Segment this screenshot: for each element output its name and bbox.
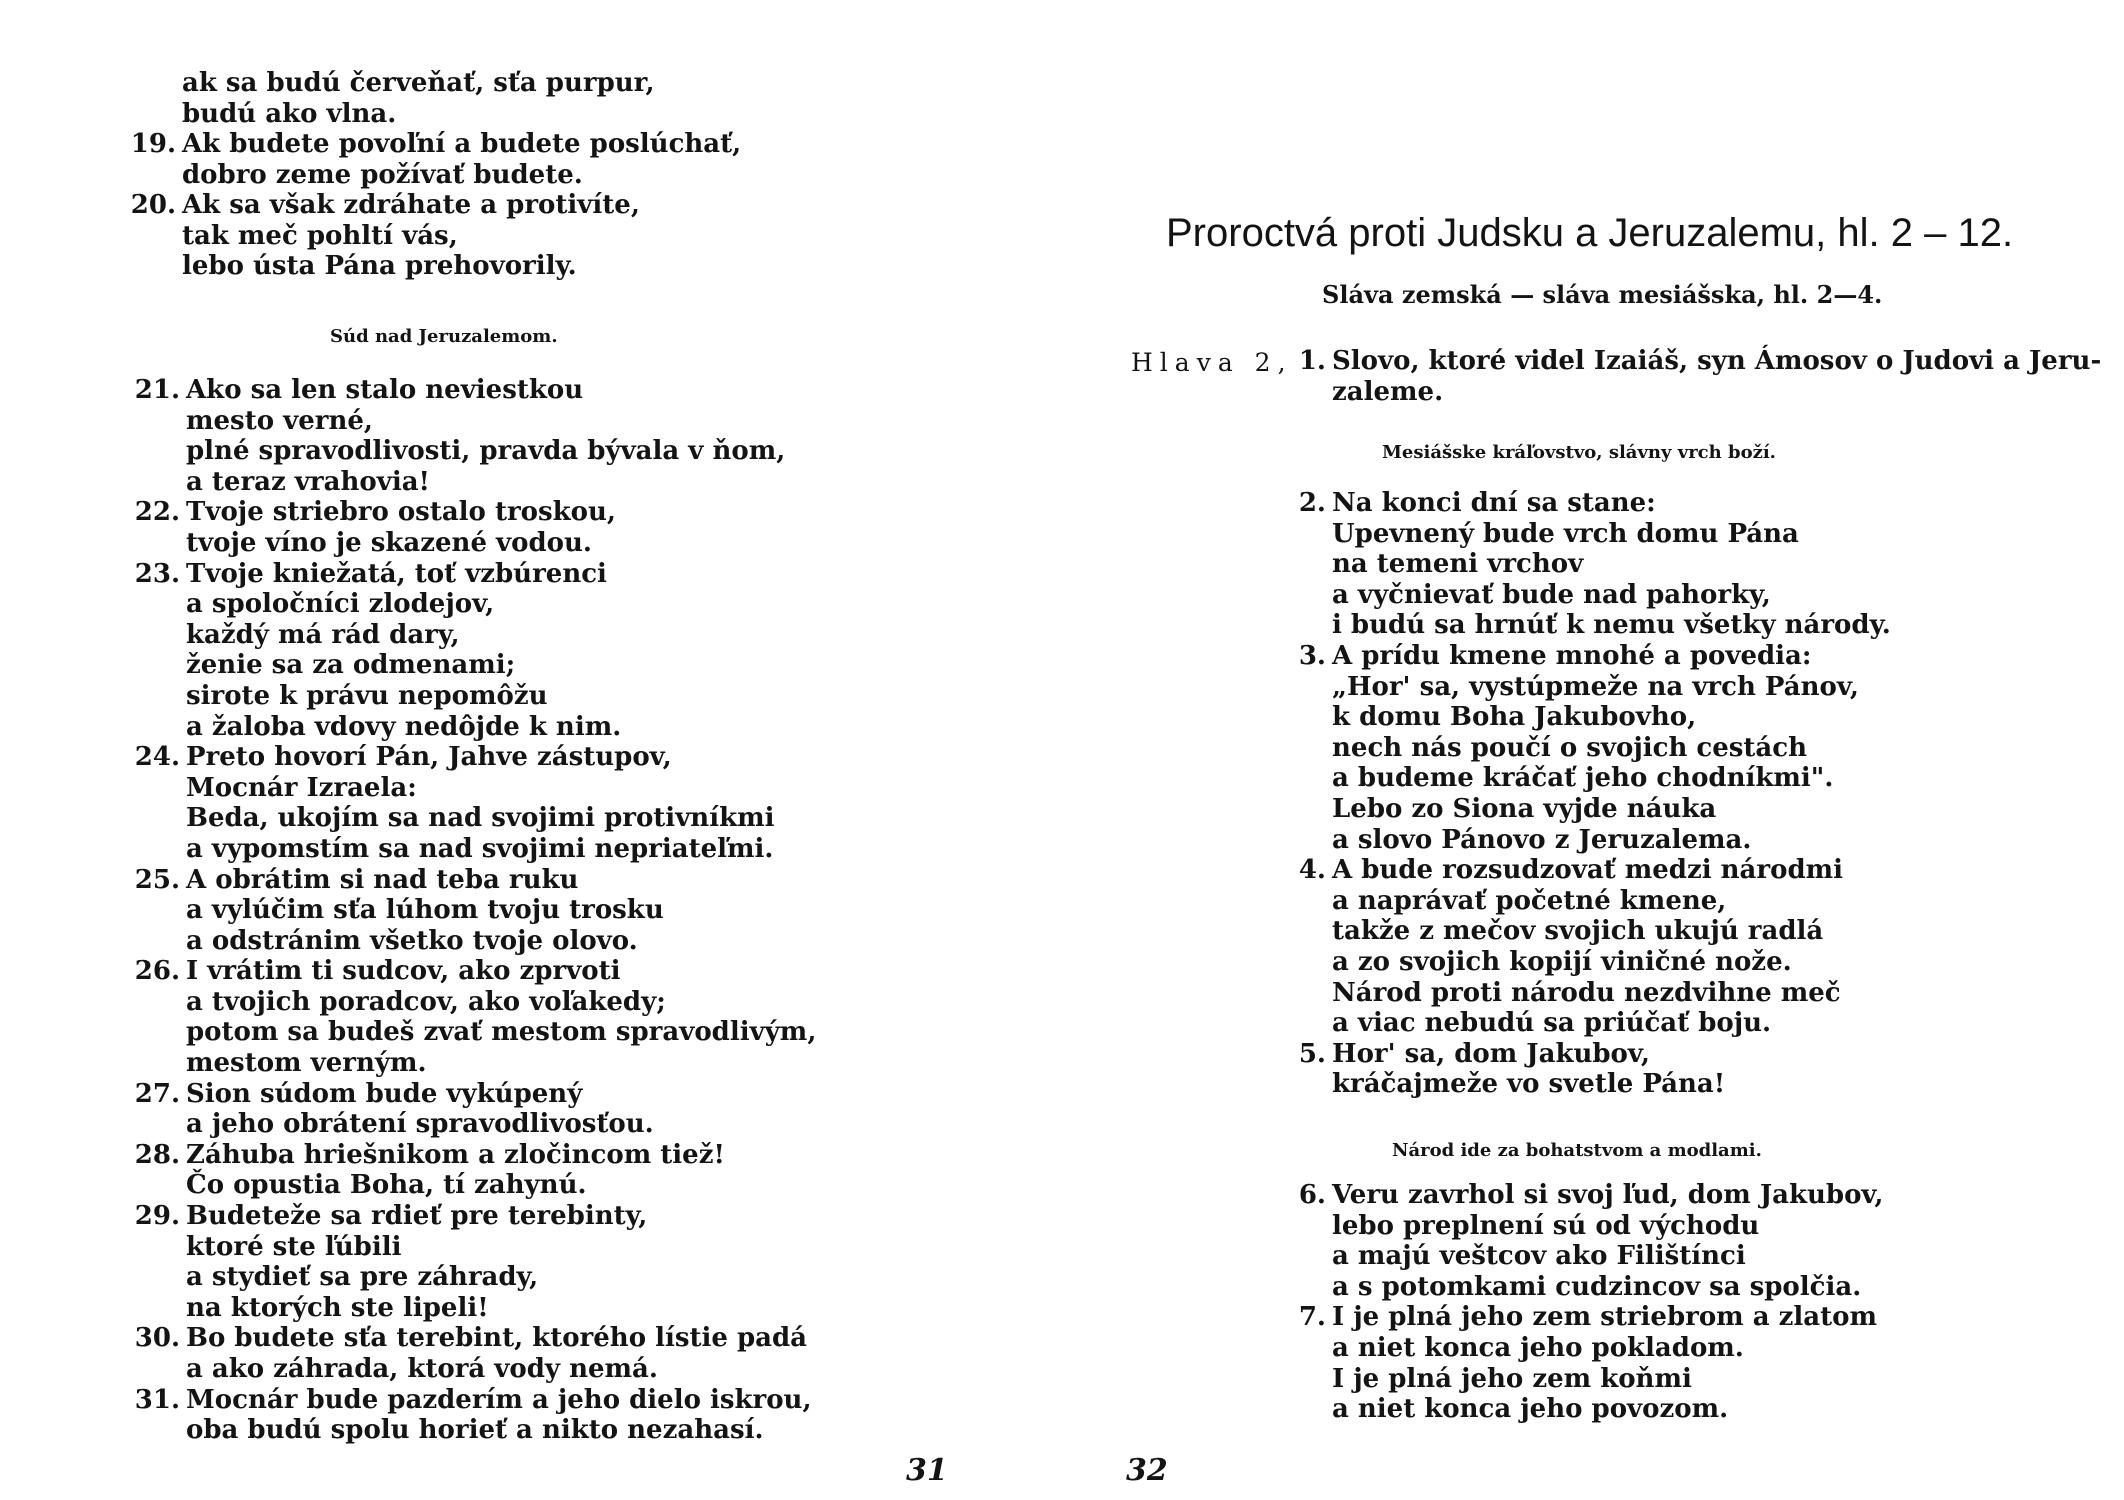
verse-number: 25. bbox=[134, 864, 180, 895]
verse-line-text: lebo ústa Pána prehovorily. bbox=[182, 251, 577, 282]
verse-number: 28. bbox=[134, 1139, 180, 1170]
verse-line-text: Budeteže sa rdieť pre terebinty, bbox=[186, 1201, 648, 1232]
verse-line-text: Sion súdom bude vykúpený bbox=[186, 1078, 583, 1109]
verse-line-text: A bude rozsudzovať medzi národmi bbox=[1332, 855, 1844, 886]
verse-number: 30. bbox=[134, 1323, 180, 1354]
verse-line-text: I je plná jeho zem striebrom a zlatom bbox=[1332, 1302, 1877, 1333]
verse-line-text: plné spravodlivosti, pravda bývala v ňom, bbox=[186, 436, 786, 467]
verse-number: 27. bbox=[134, 1078, 180, 1109]
page-number: 32 bbox=[1126, 1453, 1168, 1488]
verse-line-text: sirote k právu nepomôžu bbox=[186, 680, 548, 711]
verse-line-text: i budú sa hrnúť k nemu všetky národy. bbox=[1332, 610, 1891, 641]
verse-number: 26. bbox=[134, 956, 180, 987]
verse-line-text: a majú veštcov ako Filištínci bbox=[1332, 1241, 1746, 1272]
verse-number: 21. bbox=[134, 375, 180, 405]
verse-number: 22. bbox=[134, 497, 180, 528]
verse-line-text: I vrátim ti sudcov, ako zprvoti bbox=[186, 956, 621, 987]
verse-line-text: A obrátim si nad teba ruku bbox=[186, 864, 579, 895]
verse-line-text: Lebo zo Siona vyjde náuka bbox=[1332, 793, 1717, 824]
verse-line-text: a žaloba vdovy nedôjde k nim. bbox=[186, 711, 622, 742]
verse-number: 5. bbox=[1298, 1038, 1326, 1069]
verse-line-text: mesto verné, bbox=[186, 405, 373, 436]
page-number: 31 bbox=[906, 1453, 948, 1488]
verse-line-text: každý má rád dary, bbox=[186, 619, 460, 650]
verse-line-text: a vypomstím sa nad svojimi nepriateľmi. bbox=[186, 833, 774, 864]
verse-line-text: Slovo, ktoré videl Izaiáš, syn Ámosov o Judovi a Jeru- bbox=[1332, 346, 2102, 376]
verse-line-text: Preto hovorí Pán, Jahve zástupov, bbox=[186, 742, 672, 773]
verse-number: 3. bbox=[1298, 640, 1326, 671]
verse-line-text: Upevnený bude vrch domu Pána bbox=[1332, 518, 1799, 549]
verse-line-text: a tvojich poradcov, ako voľakedy; bbox=[186, 986, 666, 1017]
verse-number: 19. bbox=[130, 129, 176, 159]
verse-line-text: Beda, ukojím sa nad svojimi protivníkmi bbox=[186, 803, 775, 834]
verse-line-text: Veru zavrhol si svoj ľud, dom Jakubov, bbox=[1332, 1180, 1884, 1210]
verse-line-text: ak sa budú červeňať, sťa purpur, bbox=[182, 68, 655, 98]
verse-line-text: na ktorých ste lipeli! bbox=[186, 1292, 489, 1323]
verse-line-text: Mocnár Izraela: bbox=[186, 772, 417, 803]
verse-number: 20. bbox=[130, 190, 176, 221]
verse-number: 7. bbox=[1298, 1302, 1326, 1333]
verse-line-text: budú ako vlna. bbox=[182, 98, 397, 129]
verse-number: 1. bbox=[1298, 346, 1326, 376]
verse-line-text: a spoločníci zlodejov, bbox=[186, 589, 495, 620]
verse-line-text: ktoré ste ľúbili bbox=[186, 1231, 402, 1262]
verse-line-text: a jeho obrátení spravodlivosťou. bbox=[186, 1109, 654, 1140]
chapter-title: Proroctvá proti Judsku a Jeruzalemu, hl. 2 – 12. bbox=[1166, 211, 2014, 255]
verse-line-text: a vyčnievať bude nad pahorky, bbox=[1332, 579, 1771, 610]
verse-line-text: a viac nebudú sa priúčať boju. bbox=[1332, 1008, 1772, 1039]
verse-line-text: Tvoje striebro ostalo troskou, bbox=[186, 497, 616, 528]
verse-line-text: kráčajmeže vo svetle Pána! bbox=[1332, 1069, 1726, 1100]
verse-number: 29. bbox=[134, 1201, 180, 1232]
verse-line-text: a stydieť sa pre záhrady, bbox=[186, 1262, 539, 1293]
verse-line-text: a s potomkami cudzincov sa spolčia. bbox=[1332, 1271, 1862, 1302]
verse-number: 4. bbox=[1298, 855, 1326, 886]
verse-line-text: Bo budete sťa terebint, ktorého lístie padá bbox=[186, 1323, 808, 1354]
verse-line-text: takže z mečov svojich ukujú radlá bbox=[1332, 916, 1824, 947]
verse-line-text: a naprávať početné kmene, bbox=[1332, 885, 1727, 916]
verse-line-text: mestom verným. bbox=[186, 1048, 427, 1079]
section-heading: Súd nad Jeruzalemom. bbox=[330, 326, 558, 347]
verse-line-text: A prídu kmene mnohé a povedia: bbox=[1332, 640, 1812, 671]
verse-line-text: a vylúčim sťa lúhom tvoju trosku bbox=[186, 895, 664, 926]
verse-line-text: ženie sa za odmenami; bbox=[186, 650, 516, 681]
verse-line-text: potom sa budeš zvať mestom spravodlivým, bbox=[186, 1017, 817, 1048]
verse-line-text: k domu Boha Jakubovho, bbox=[1332, 702, 1697, 733]
verse-number: 2. bbox=[1298, 488, 1326, 518]
verse-line-text: tak meč pohltí vás, bbox=[182, 220, 458, 251]
verse-line-text: „Hor' sa, vystúpmeže na vrch Pánov, bbox=[1332, 671, 1859, 702]
verse-line-text: a niet konca jeho pokladom. bbox=[1332, 1332, 1744, 1363]
verse-line-text: Na konci dní sa stane: bbox=[1332, 488, 1656, 518]
section-subtitle: Sláva zemská — sláva mesiášska, hl. 2—4. bbox=[1322, 280, 1883, 309]
verse-line-text: a odstránim všetko tvoje olovo. bbox=[186, 925, 638, 956]
verse-number: 23. bbox=[134, 558, 180, 589]
verse-line-text: zaleme. bbox=[1332, 376, 1444, 407]
verse-line-text: Ak budete povoľní a budete poslúchať, bbox=[182, 129, 742, 159]
verse-line-text: Hor' sa, dom Jakubov, bbox=[1332, 1038, 1650, 1069]
verse-line-text: Mocnár bude pazderím a jeho dielo iskrou, bbox=[186, 1384, 812, 1415]
chapter-label: Hlava 2, bbox=[1131, 348, 1293, 377]
verse-line-text: na temeni vrchov bbox=[1332, 549, 1584, 580]
verse-number: 31. bbox=[134, 1384, 180, 1415]
verse-line-text: Ak sa však zdráhate a protivíte, bbox=[182, 190, 640, 221]
verse-line-text: a teraz vrahovia! bbox=[186, 466, 430, 497]
verse-line-text: a zo svojich kopijí viničné nože. bbox=[1332, 946, 1792, 977]
verse-line-text: Tvoje kniežatá, toť vzbúrenci bbox=[186, 558, 607, 589]
verse-line-text: dobro zeme požívať budete. bbox=[182, 159, 583, 190]
verse-line-text: Ako sa len stalo neviestkou bbox=[186, 375, 584, 405]
verse-number: 24. bbox=[134, 742, 180, 773]
verse-line-text: nech nás poučí o svojich cestách bbox=[1332, 732, 1808, 763]
verse-line-text: lebo preplnení sú od východu bbox=[1332, 1210, 1760, 1241]
verse-line-text: a budeme kráčať jeho chodníkmi". bbox=[1332, 763, 1834, 794]
verse-line-text: a slovo Pánovo z Jeruzalema. bbox=[1332, 824, 1752, 855]
verse-line-text: Národ proti národu nezdvihne meč bbox=[1332, 977, 1841, 1008]
verse-line-text: Záhuba hriešnikom a zločincom tiež! bbox=[186, 1139, 725, 1170]
section-heading: Mesiášske kráľovstvo, slávny vrch boží. bbox=[1382, 442, 1776, 463]
verse-number: 6. bbox=[1298, 1180, 1326, 1210]
section-heading: Národ ide za bohatstvom a modlami. bbox=[1392, 1140, 1762, 1161]
verse-line-text: Čo opustia Boha, tí zahynú. bbox=[186, 1170, 587, 1201]
verse-line-text: tvoje víno je skazené vodou. bbox=[186, 527, 592, 558]
verse-line-text: a niet konca jeho povozom. bbox=[1332, 1394, 1729, 1425]
verse-line-text: oba budú spolu horieť a nikto nezahasí. bbox=[186, 1415, 764, 1446]
verse-line-text: I je plná jeho zem koňmi bbox=[1332, 1363, 1692, 1394]
verse-line-text: a ako záhrada, ktorá vody nemá. bbox=[186, 1354, 658, 1384]
